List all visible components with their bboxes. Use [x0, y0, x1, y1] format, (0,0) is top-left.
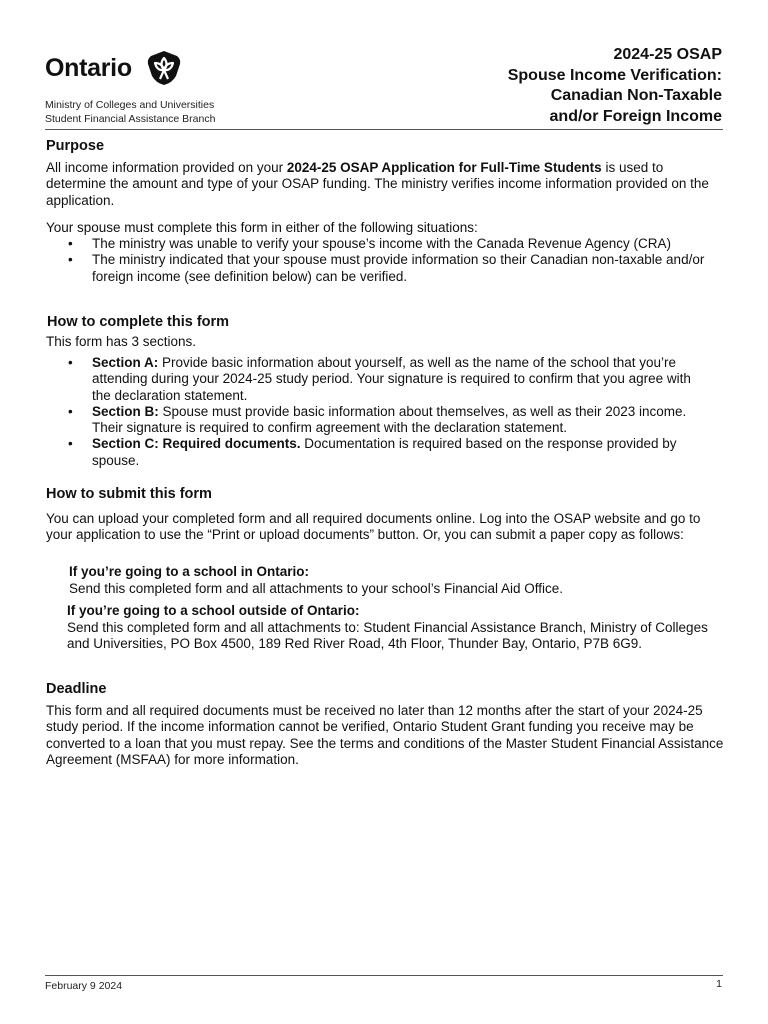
form-title	[508, 45, 722, 127]
complete-intro: This form has 3 sections.	[46, 334, 197, 349]
list-item	[46, 236, 706, 252]
form-title-line: Spouse Income Verification:	[507, 66, 722, 84]
form-title-line: 2024-25 OSAP	[613, 46, 722, 63]
bullet-icon: •	[68, 252, 73, 268]
purpose-text: All income information provided on your	[46, 160, 287, 175]
list-item	[46, 355, 706, 404]
application-name: 2024-25 OSAP Application for Full-Time Students	[286, 160, 602, 175]
section-text: Provide basic information about yourself, as well as the name of the school that you’re attending during your 2024-25 study period. Your signature is required to confirm that you agree with the declaration statement.	[92, 355, 691, 403]
ministry-line-2: Student Financial Assistance Branch	[45, 112, 216, 125]
purpose-heading: Purpose	[46, 138, 105, 154]
bullet-icon: •	[68, 355, 73, 370]
section-label: Section B:	[92, 403, 159, 419]
footer-divider	[45, 975, 723, 976]
outside-school-text: Send this completed form and all attachments to: Student Financial Assistance Branch, Ministry of Colleges and Universities, PO Box 4500, 189 Red River Road, 4th Floor, Thunder Bay, Ontario, P7B 6G9.	[67, 620, 708, 652]
bullet-icon: •	[68, 236, 73, 251]
bullet-icon: •	[68, 403, 73, 419]
submit-paragraph: You can upload your completed form and all required documents online. Log into the OSAP website and go to your application to use the “Print or upload documents” button. Or, you can submit a paper copy as follows:	[46, 511, 701, 543]
deadline-paragraph: This form and all required documents must be received no later than 12 months after the start of your 2024-25 study period. If the income information cannot be verified, Ontario Student Grant funding you receive may be converted to a loan that you must repay. See the terms and conditions of the Master Student Financial Assistance Agreement (MSFAA) for more information.	[46, 703, 724, 767]
list-item	[46, 404, 706, 437]
section-label: Section C: Required documents.	[92, 436, 301, 452]
list-item	[46, 252, 706, 285]
complete-heading: How to complete this form	[47, 314, 230, 330]
form-title-line: Canadian Non-Taxable	[550, 87, 722, 104]
list-item-text: The ministry was unable to verify your spouse’s income with the Canada Revenue Agency (CRA)	[92, 236, 672, 251]
purpose-paragraph-2: Your spouse must complete this form in either of the following situations:	[46, 220, 478, 235]
situations-list	[46, 236, 706, 285]
ontario-logo-text: Ontario	[45, 54, 132, 82]
sections-list	[46, 355, 706, 469]
page-number: 1	[716, 978, 722, 990]
outside-school-heading: If you’re going to a school outside of Ontario:	[67, 603, 360, 618]
bullet-icon: •	[68, 436, 73, 452]
section-label: Section A:	[92, 355, 159, 370]
ministry-line-1: Ministry of Colleges and Universities	[45, 99, 215, 111]
list-item-text: The ministry indicated that your spouse must provide information so their Canadian non-taxable and/or foreign income (see definition below) can be verified.	[92, 252, 705, 284]
footer-date: February 9 2024	[45, 980, 123, 992]
form-title-line: and/or Foreign Income	[549, 107, 722, 125]
deadline-heading: Deadline	[46, 681, 107, 697]
list-item	[46, 436, 706, 469]
ontario-school-text: Send this completed form and all attachments to your school’s Financial Aid Office.	[69, 581, 564, 596]
header-divider	[45, 129, 723, 130]
submit-heading: How to submit this form	[46, 486, 212, 502]
purpose-text: is used to determine the amount and type of your OSAP funding. The ministry verifies income information provided on the application.	[46, 160, 709, 208]
purpose-paragraph-1	[46, 160, 726, 209]
ministry-name	[45, 99, 215, 126]
ontario-trillium-logo-icon	[146, 50, 182, 86]
ontario-school-heading: If you’re going to a school in Ontario:	[69, 564, 310, 579]
section-text: Documentation is required based on the response provided by spouse.	[92, 436, 677, 468]
section-text: Spouse must provide basic information about themselves, as well as their 2023 income. Their signature is required to confirm agreement with the declaration statement.	[92, 403, 687, 436]
